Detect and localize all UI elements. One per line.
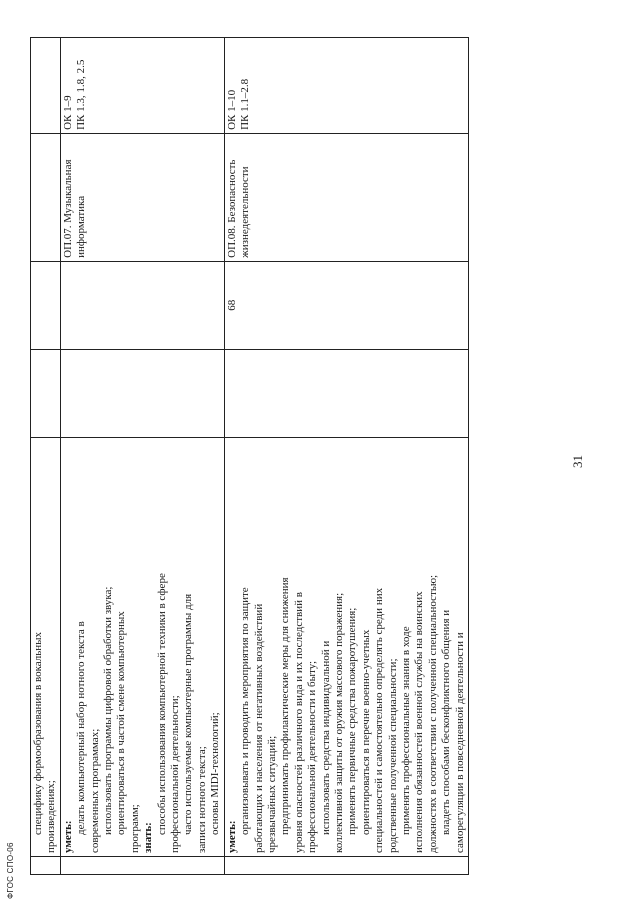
hours-cell <box>31 261 61 349</box>
max-load-cell <box>31 349 61 437</box>
competencies-cell: ОК 1–10 ПК 1.1–2.8 <box>224 38 468 134</box>
knowledge-line: профессиональной деятельности; <box>169 695 182 854</box>
skill-line: организовывать и проводить мероприятия по защите <box>239 587 252 836</box>
standard-table <box>30 37 469 875</box>
table-row-continuation <box>31 38 61 875</box>
continuation-line: специфику формообразования в вокальных <box>32 631 44 836</box>
competencies-cell <box>31 38 61 134</box>
content-cell <box>31 437 61 856</box>
skill-line: программ; <box>128 804 141 854</box>
skill-line: работающих и населения от негативных воздействий <box>252 603 265 854</box>
index-cell <box>224 857 468 875</box>
discipline-cell: ОП.07. Музыкальная информатика <box>60 133 224 261</box>
skill-line: профессиональной деятельности и быту; <box>306 660 319 854</box>
knowledge-line: основы MIDI-технологий; <box>209 712 222 836</box>
table-row <box>224 38 468 875</box>
hours-cell <box>60 261 224 349</box>
discipline-cell: ОП.08. Безопасность жизнедеятельности <box>224 133 468 261</box>
skill-line: ориентироваться в частой смене компьютерных <box>115 611 128 836</box>
table-row <box>60 38 224 875</box>
skill-line: ориентироваться в перечне военно-учетных <box>359 629 372 836</box>
skill-line: использовать средства индивидуальной и <box>319 640 332 836</box>
page-number: 31 <box>570 455 585 468</box>
skill-line: современных программах; <box>88 728 101 854</box>
skill-line: чрезвычайных ситуаций; <box>265 735 278 854</box>
max-load-cell <box>60 349 224 437</box>
skill-line: уровня опасностей различного вида и их последствий в <box>292 592 305 854</box>
knowledge-line: часто используемые компьютерные программы для <box>182 593 195 836</box>
skill-line: владеть способами бесконфликтного общения и <box>440 609 453 836</box>
skill-line: специальностей и самостоятельно определять среди них <box>373 587 386 854</box>
skill-line: делать компьютерный набор нотного текста в <box>75 621 88 836</box>
competencies-cell: ОК 1–9 ПК 1.3, 1.8, 2.5 <box>60 38 224 134</box>
skill-line: родственные полученной специальности; <box>386 658 399 854</box>
skill-line: должностях в соответствии с полученной специальностью; <box>426 574 439 854</box>
content-cell <box>224 437 468 856</box>
skill-line: применять профессиональные знания в ходе <box>399 626 412 836</box>
znat-heading: знать: <box>142 822 155 854</box>
umet-heading: уметь: <box>225 820 238 854</box>
index-cell <box>31 857 61 875</box>
skill-line: применять первичные средства пожаротушения; <box>346 607 359 836</box>
hours-cell: 68 <box>224 261 468 349</box>
knowledge-line: способы использования компьютерной техники в сфере <box>155 573 168 836</box>
skill-line: исполнения обязанностей военной службы на воинских <box>413 591 426 854</box>
skill-line: использовать программы цифровой обработки звука; <box>102 586 115 836</box>
skill-line: саморегуляции в повседневной деятельности и <box>453 632 466 854</box>
umet-heading: уметь: <box>61 820 74 854</box>
knowledge-line: записи нотного текста; <box>195 746 208 854</box>
content-cell <box>60 437 224 856</box>
max-load-cell <box>224 349 468 437</box>
footer-code: ФГОС СПО-06 <box>6 842 15 899</box>
index-cell <box>60 857 224 875</box>
discipline-cell <box>31 133 61 261</box>
skill-line: предпринимать профилактические меры для снижения <box>279 577 292 836</box>
continuation-line: произведениях; <box>45 780 58 854</box>
skill-line: коллективной защиты от оружия массового поражения; <box>332 592 345 854</box>
